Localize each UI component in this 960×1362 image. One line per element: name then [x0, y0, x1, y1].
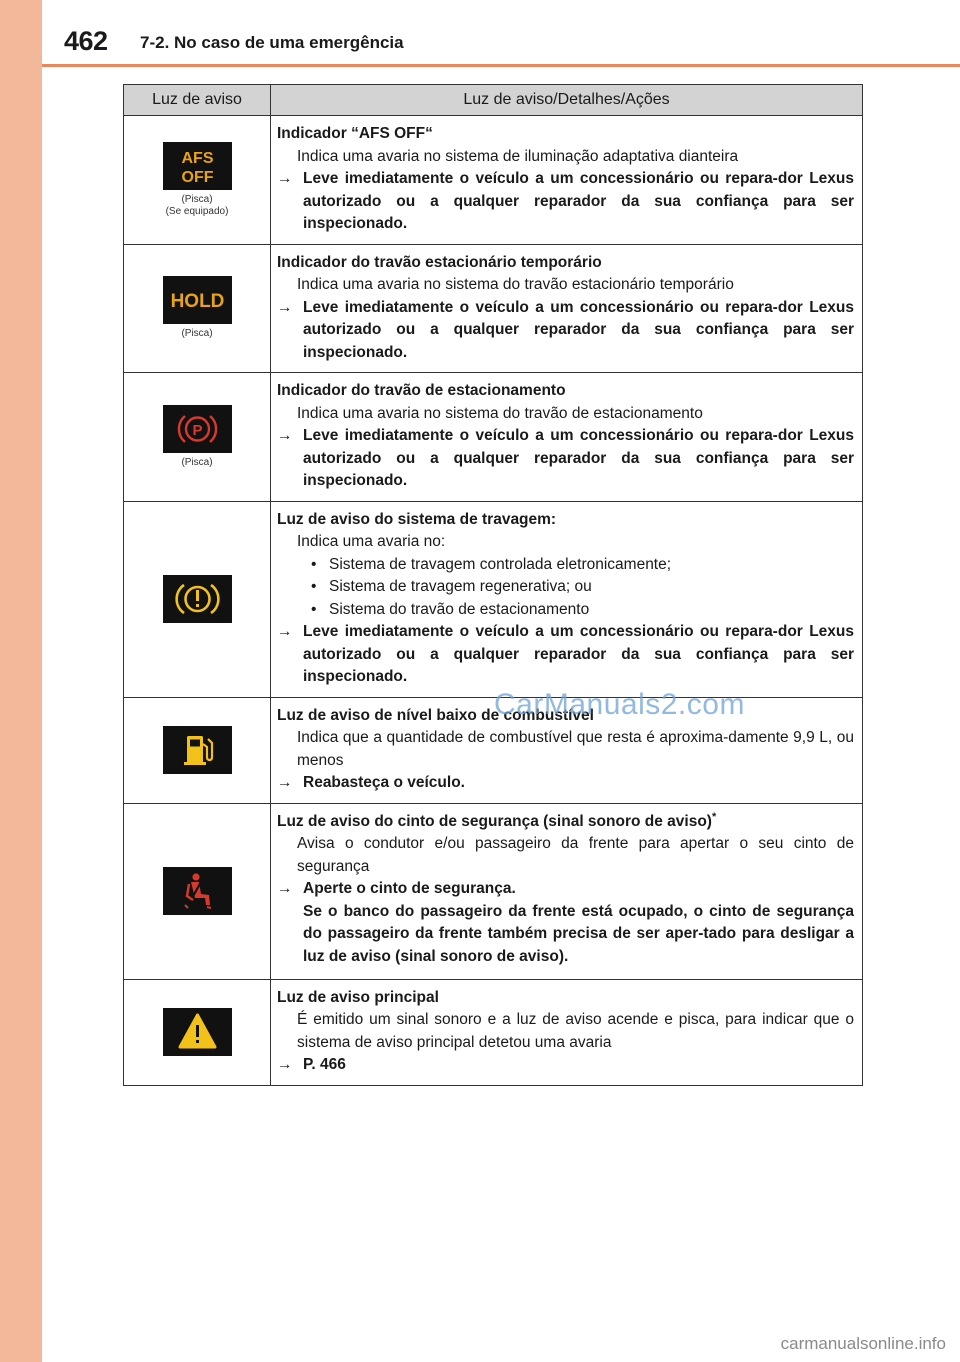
action-text: Leve imediatamente o veículo a um concessionário ou repara-dor Lexus autorizado ou a qualquer reparador da sua confiança para ser inspecionado. — [303, 298, 854, 361]
table-row — [124, 116, 863, 245]
icon-cell — [124, 116, 271, 245]
row-title: Luz de aviso principal — [277, 988, 439, 1006]
parking-brake-icon — [163, 405, 232, 453]
row-action — [277, 1054, 854, 1077]
details-cell — [271, 979, 863, 1085]
header-rule — [42, 64, 960, 67]
seatbelt-icon — [163, 867, 232, 915]
footnote-mark: * — [711, 810, 717, 823]
list-item — [277, 599, 854, 622]
svg-text:OFF: OFF — [181, 168, 213, 186]
row-title-text: Luz de aviso do cinto de segurança (sinal sonoro de aviso) — [277, 812, 712, 830]
icon-cell — [124, 979, 271, 1085]
icon-cell — [124, 373, 271, 502]
arrow-icon: → — [277, 427, 293, 444]
icon-cell — [124, 244, 271, 373]
afs-off-icon — [163, 142, 232, 190]
row-title: Indicador do travão de estacionamento — [277, 382, 566, 399]
list-item-text: Sistema de travagem regenerativa; ou — [329, 578, 592, 595]
list-item — [277, 554, 854, 577]
svg-text:P: P — [191, 421, 203, 439]
table-row — [124, 803, 863, 979]
details-cell — [271, 501, 863, 697]
table-row — [124, 697, 863, 803]
warning-lights-table — [123, 84, 863, 1086]
action-text-continued: Se o banco do passageiro da frente está ocupado, o cinto de segurança do passageiro da frente também precisa de ser aper-tado para desligar a luz de aviso (sinal sonoro de aviso). — [303, 902, 854, 965]
page-number: 462 — [64, 26, 108, 56]
list-item-text: Sistema de travagem controlada eletronicamente; — [329, 555, 672, 573]
master-warning-triangle-icon — [163, 1008, 232, 1056]
table-row — [124, 244, 863, 373]
row-title: Luz de aviso de nível baixo de combustível — [277, 706, 594, 724]
row-title: Indicador do travão estacionário temporário — [277, 253, 602, 271]
action-text: Leve imediatamente o veículo a um concessionário ou repara-dor Lexus autorizado ou a qualquer reparador da sua confiança para ser inspecionado. — [303, 427, 854, 489]
action-text: Leve imediatamente o veículo a um concessionário ou repara-dor Lexus autorizado ou a qualquer reparador da sua confiança para ser inspecionado. — [303, 170, 854, 232]
hold-icon — [163, 276, 232, 324]
arrow-icon: → — [277, 298, 293, 316]
row-title: Indicador “AFS OFF“ — [277, 125, 433, 142]
list-item-text: Sistema do travão de estacionamento — [329, 600, 590, 618]
watermark: CarManuals2.com — [494, 688, 745, 721]
action-text: Reabasteça o veículo. — [303, 774, 465, 791]
bullet: • — [311, 600, 317, 618]
action-text: Aperte o cinto de segurança. — [303, 880, 516, 897]
icon-caption: (Pisca) — [181, 456, 213, 468]
arrow-icon: → — [277, 1056, 293, 1073]
bullet: • — [311, 578, 317, 595]
icon-cell — [124, 501, 271, 697]
row-description: Indica uma avaria no sistema do travão de estacionamento — [297, 404, 703, 422]
row-description: É emitido um sinal sonoro e a luz de aviso acende e pisca, para indicar que o sistema de aviso principal detetou uma avaria — [297, 1011, 854, 1051]
row-action — [277, 425, 854, 493]
row-title — [277, 811, 854, 834]
column-header-light: Luz de aviso — [124, 85, 271, 116]
footer-watermark: carmanualsonline.info — [780, 1334, 946, 1353]
row-action — [277, 168, 854, 236]
table-row — [124, 373, 863, 502]
row-title: Luz de aviso do sistema de travagem: — [277, 510, 557, 528]
arrow-icon: → — [277, 880, 293, 897]
table-row — [124, 501, 863, 697]
icon-caption: (Pisca) — [181, 193, 213, 205]
list-item — [277, 576, 854, 599]
arrow-icon: → — [277, 170, 293, 187]
row-description: Indica uma avaria no sistema do travão estacionário temporário — [297, 276, 734, 293]
icon-caption: (Pisca) — [181, 328, 213, 340]
column-header-details: Luz de aviso/Detalhes/Ações — [271, 85, 863, 116]
table-row — [124, 979, 863, 1085]
icon-cell — [124, 803, 271, 979]
arrow-icon: → — [277, 774, 293, 791]
table-header-row — [124, 85, 863, 116]
row-description: Indica que a quantidade de combustível que resta é aproxima-damente 9,9 L, ou menos — [297, 729, 854, 769]
page-header — [42, 0, 960, 62]
icon-caption: (Se equipado) — [165, 205, 229, 217]
section-title: 7-2. No caso de uma emergência — [140, 33, 404, 52]
bullet: • — [311, 555, 317, 573]
row-description: Indica uma avaria no: — [297, 533, 446, 550]
svg-text:AFS: AFS — [181, 149, 213, 167]
icon-cell — [124, 697, 271, 803]
arrow-icon: → — [277, 623, 293, 640]
details-cell — [271, 116, 863, 245]
details-cell — [271, 244, 863, 373]
fuel-pump-icon — [163, 726, 232, 774]
row-action — [277, 297, 854, 365]
row-description: Indica uma avaria no sistema de iluminação adaptativa dianteira — [297, 147, 739, 165]
row-action — [277, 772, 854, 795]
action-text: Leve imediatamente o veículo a um concessionário ou repara-dor Lexus autorizado ou a qualquer reparador da sua confiança para ser inspecionado. — [303, 623, 854, 685]
side-strip — [0, 0, 42, 1362]
brake-system-warning-icon — [163, 575, 232, 623]
svg-text:HOLD: HOLD — [170, 291, 224, 313]
details-cell — [271, 803, 863, 979]
page-reference-link[interactable]: P. 466 — [303, 1056, 346, 1073]
row-description: Avisa o condutor e/ou passageiro da frente para apertar o seu cinto de segurança — [297, 835, 854, 875]
row-action — [277, 621, 854, 689]
details-cell — [271, 373, 863, 502]
row-action — [277, 878, 854, 901]
